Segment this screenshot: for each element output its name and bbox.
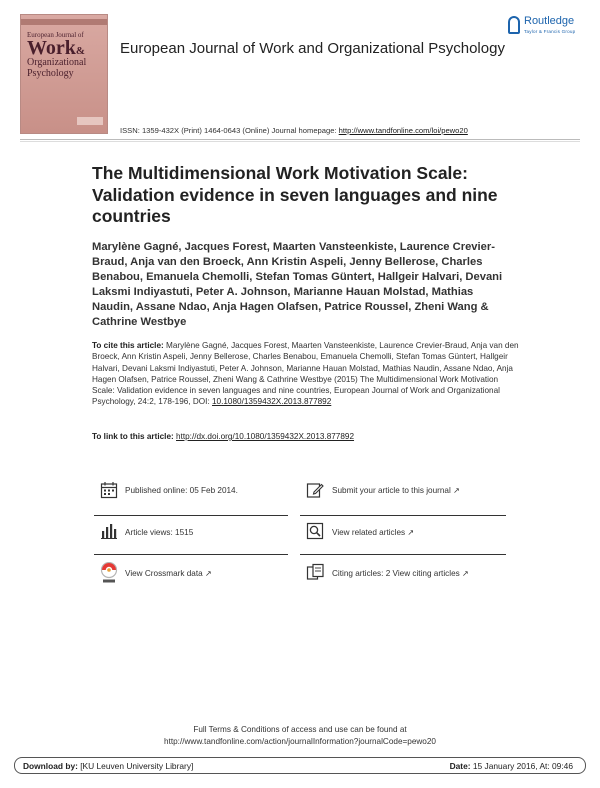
cover-word-work: Work [27, 37, 76, 59]
downloaded-by-label: Download by: [23, 761, 78, 771]
article-authors: Marylène Gagné, Jacques Forest, Maarten Vansteenkiste, Laurence Crevier-Braud, Anja van den Broeck, Ann Kristin Aspeli, Jenny Bellerose, Charles Benabou, Emanuela Chemolli, Stefan Tomas Güntert, Hallgeir Halvari, Devani Laksmi Indiyastuti, Peter A. Johnson, Marianne Hauan Molstad, Mathias Naudin, Assane Ndao, Anja Hagen Olafsen, Patrice Roussel, Zheni Wang & Cathrine Westbye [92, 241, 503, 328]
routledge-logo [508, 14, 588, 40]
download-info-bar [14, 757, 586, 774]
row-divider-right-1 [300, 515, 506, 516]
published-online: Published online: 05 Feb 2014. [125, 486, 238, 495]
external-link-icon: ↗ [453, 486, 460, 495]
bar-chart-icon [100, 522, 118, 540]
submit-article-link[interactable] [332, 486, 460, 495]
external-link-icon: ↗ [462, 569, 469, 578]
cover-amp: & [75, 45, 86, 57]
citation-doi-link[interactable]: 10.1080/1359432X.2013.877892 [212, 397, 332, 407]
related-articles-icon [306, 522, 324, 540]
download-date-label: Date: [449, 761, 471, 771]
article-doi-url[interactable]: http://dx.doi.org/10.1080/1359432X.2013.877892 [176, 432, 355, 441]
submit-article-label: Submit your article to this journal [332, 486, 451, 495]
header-divider-secondary [20, 141, 580, 142]
related-articles-label: View related articles [332, 528, 406, 537]
cover-text-line4: Psychology [27, 68, 74, 79]
external-link-icon: ↗ [204, 569, 212, 578]
crossmark-label: View Crossmark data [125, 569, 203, 578]
terms-url[interactable]: http://www.tandfonline.com/action/journalInformation?journalCode=pewo20 [164, 736, 436, 746]
article-link-line [92, 432, 354, 441]
routledge-mark-icon [508, 16, 520, 34]
citation-label: To cite this article: [92, 341, 164, 350]
article-title: The Multidimensional Work Motivation Scale: Validation evidence in seven languages and nine countries [92, 163, 498, 226]
journal-title: European Journal of Work and Organizational Psychology [120, 40, 505, 57]
citation-text: Marylène Gagné, Jacques Forest, Maarten Vansteenkiste, Laurence Crevier-Braud, Anja van den Broeck, Ann Kristin Aspeli, Jenny Bellerose, Charles Benabou, Emanuela Chemolli, Stefan Tomas Güntert, Hallgeir Halvari, Devani Laksmi Indiyastuti, Peter A. Johnson, Marianne Hauan Molstad, Mathias Naudin, Assane Ndao, Anja Hagen Olafsen, Patrice Roussel, Zheni Wang & Cathrine Westbye (2015) The Multidimensional Work Motivation Scale: Validation evidence in seven languages and nine countries, European Journal of Work and Organizational Psychology, 24:2, 178-196, DOI: [92, 341, 519, 407]
row-divider-left-1 [94, 515, 288, 516]
issn-line [120, 126, 468, 135]
journal-cover-thumbnail [20, 14, 108, 134]
download-date [450, 761, 573, 771]
citation-block [92, 340, 522, 408]
issn-text: ISSN: 1359-432X (Print) 1464-0643 (Online) Journal homepage: [120, 126, 339, 135]
downloaded-by [23, 761, 193, 771]
journal-homepage-link[interactable]: http://www.tandfonline.com/loi/pewo20 [338, 126, 468, 135]
row-divider-left-2 [94, 554, 288, 555]
view-related-articles-link[interactable] [332, 528, 414, 537]
citing-articles-link[interactable] [332, 569, 469, 578]
downloaded-by-value: [KU Leuven University Library] [77, 761, 194, 771]
calendar-icon [100, 481, 118, 499]
terms-line1: Full Terms & Conditions of access and use can be found at [193, 725, 407, 734]
cover-text-line1: European Journal of [27, 31, 84, 39]
download-date-value: 15 January 2016, At: 09:46 [470, 761, 573, 771]
publisher-name: Routledge [524, 15, 575, 27]
article-views: Article views: 1515 [125, 528, 194, 537]
view-crossmark-link[interactable] [125, 569, 212, 578]
publisher-tagline: Taylor & Francis Group [524, 29, 576, 34]
cover-stripe [21, 19, 107, 25]
submit-article-icon [306, 481, 324, 499]
row-divider-right-2 [300, 554, 506, 555]
header-divider [20, 139, 580, 140]
link-label: To link to this article: [92, 432, 177, 441]
terms-note [0, 724, 600, 747]
citing-articles-label: Citing articles: 2 View citing articles [332, 569, 460, 578]
crossmark-icon [100, 562, 118, 584]
cover-publisher-box [77, 117, 103, 125]
external-link-icon: ↗ [407, 528, 415, 537]
citing-articles-icon [306, 563, 326, 581]
cover-text-line3: Organizational [27, 57, 87, 68]
